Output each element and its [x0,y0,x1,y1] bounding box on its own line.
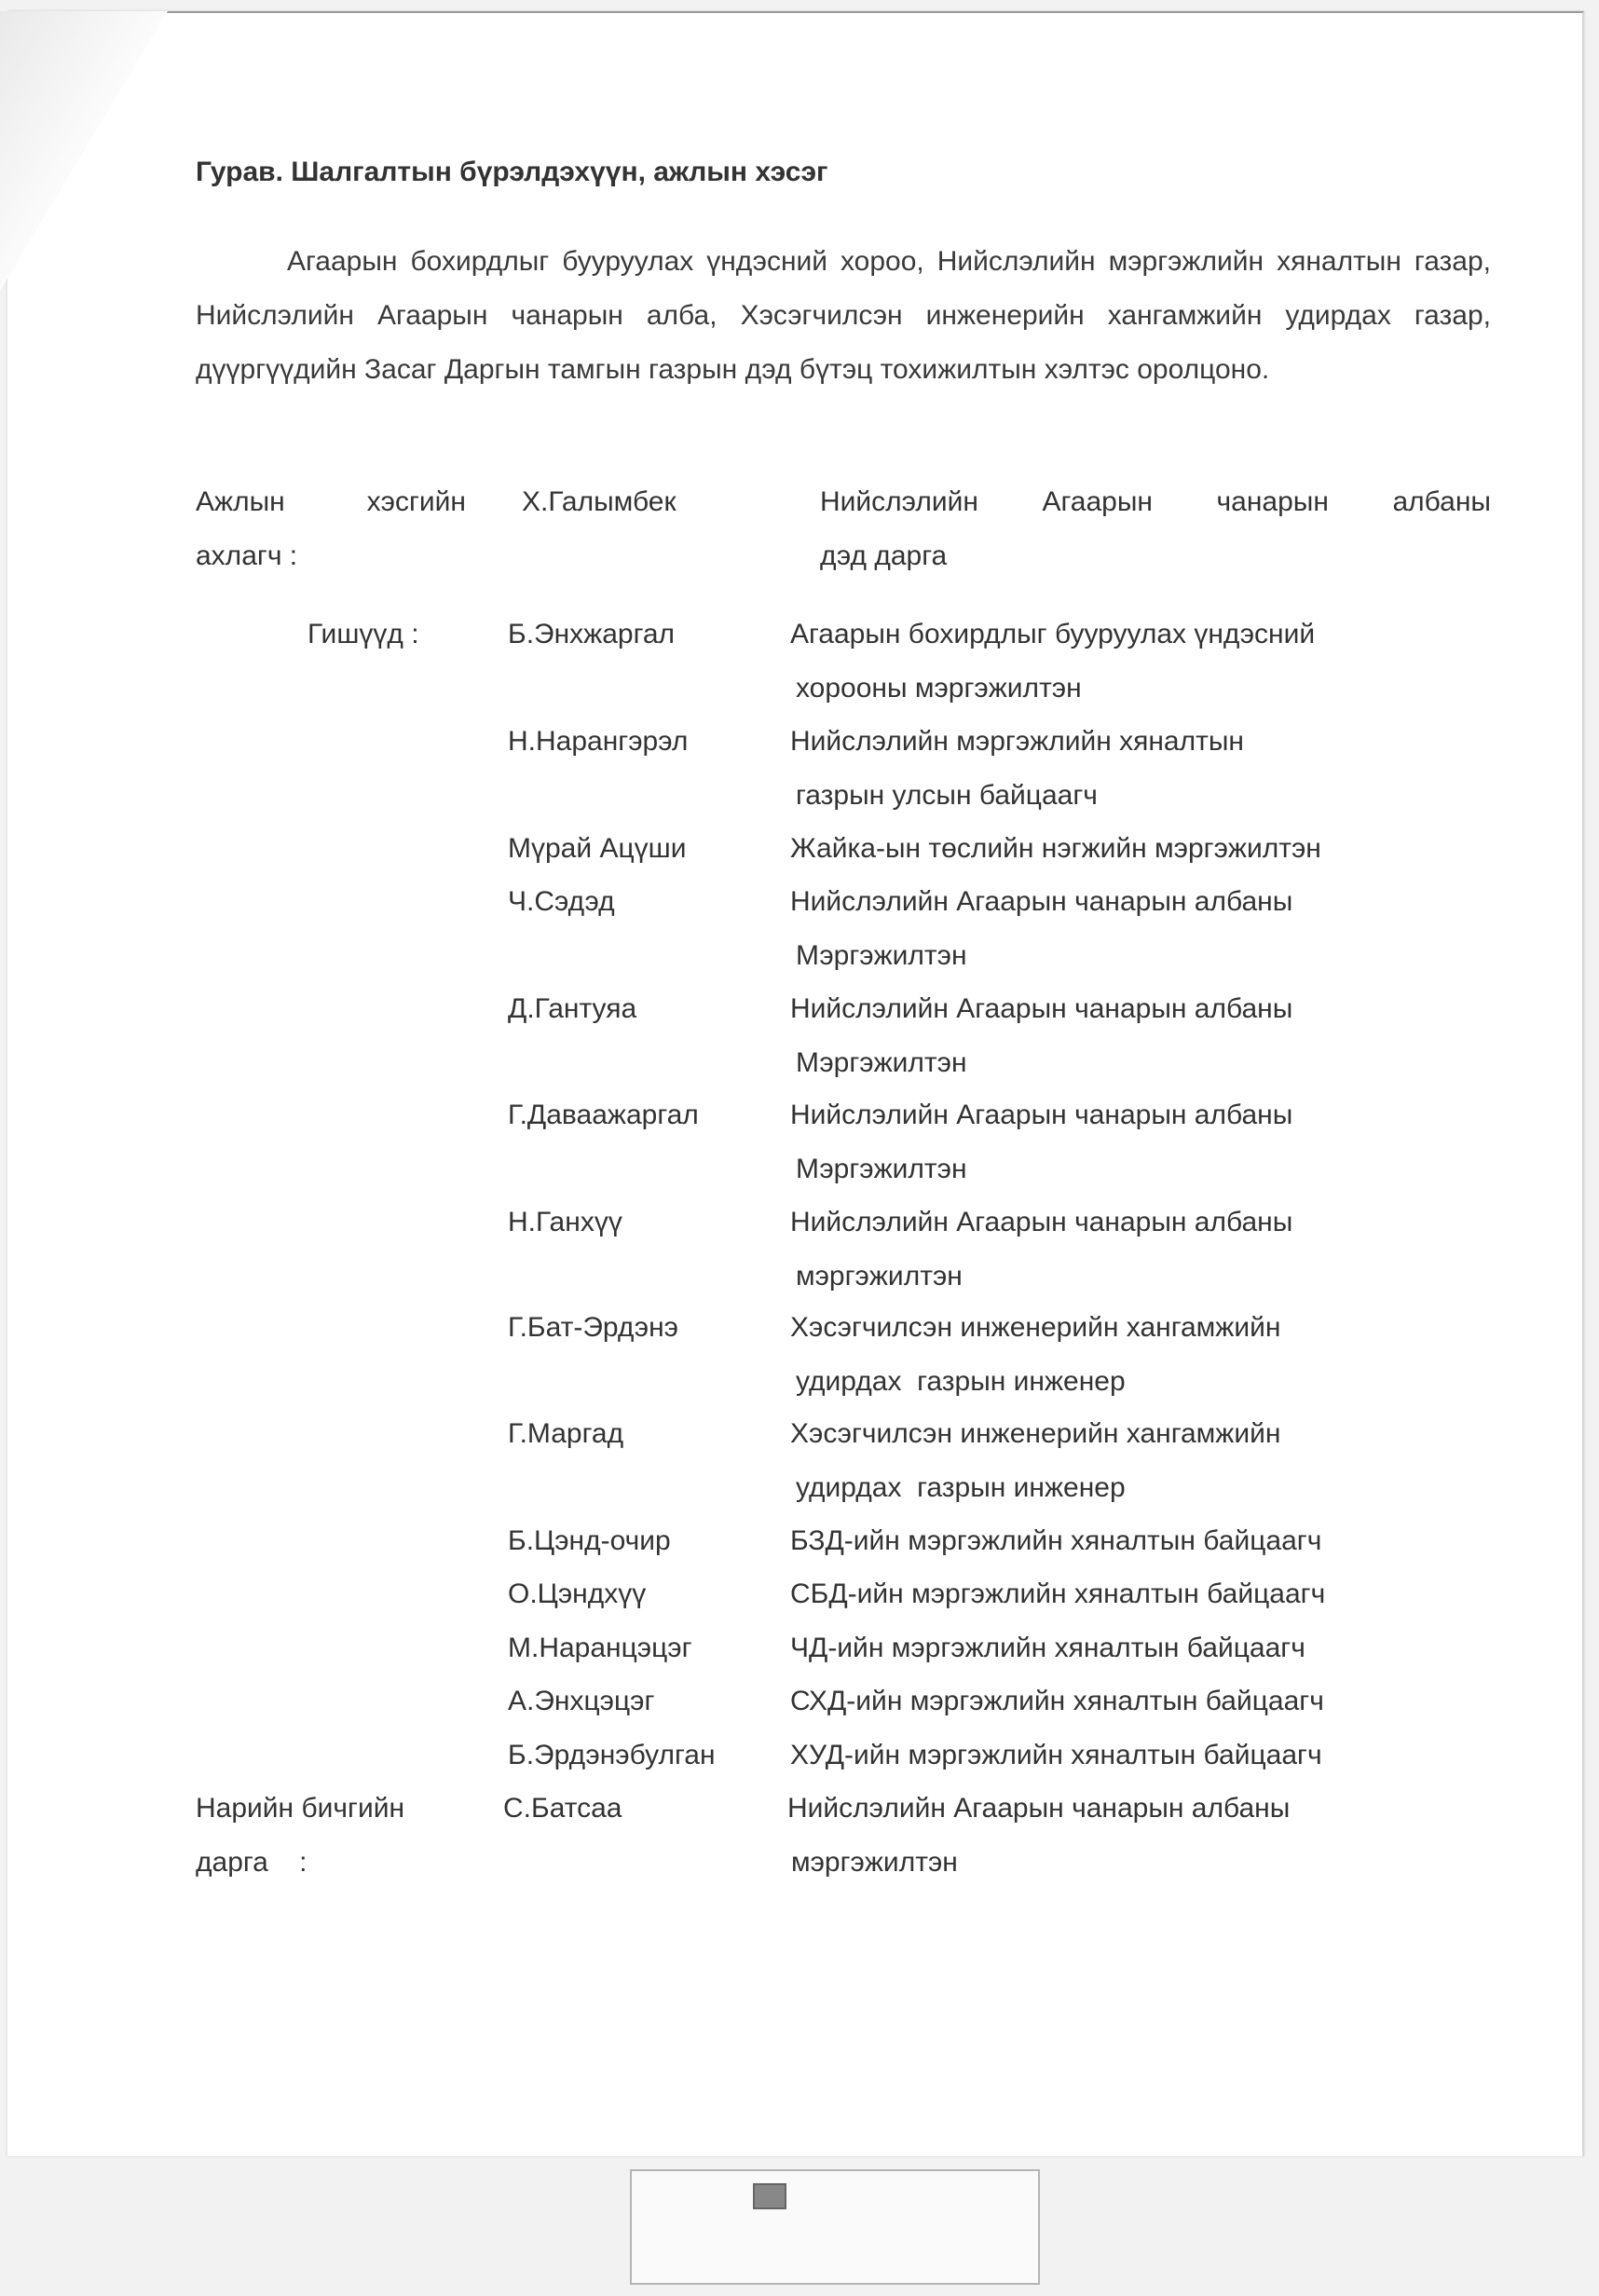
secretary-role [196,1782,457,1890]
secretary-role-line1: Нарийн бичгийн [196,1793,405,1824]
member-name: М.Наранцэцэг [508,1633,692,1663]
members-label: Гишүүд : [308,619,419,649]
leader-position [820,475,1491,583]
member-name: Г.Даваажаргал [508,1100,699,1130]
member-position-line2: мэргэжилтэн [796,1261,963,1292]
member-position-line1: Нийслэлийн мэргэжлийн хяналтын [790,726,1244,757]
member-name: Н.Нарангэрэл [508,726,689,757]
member-position [790,1621,1480,1675]
member-position-line2: Мэргэжилтэн [796,1047,967,1078]
member-position-line2: Мэргэжилтэн [796,1154,967,1184]
member-position-line1: БЗД-ийн мэргэжлийн хяналтын байцаагч [790,1525,1322,1556]
member-name: Д.Гантуяа [508,993,637,1024]
secretary-position-line2: мэргэжилтэн [791,1847,958,1878]
member-position [790,1674,1480,1729]
member-name: А.Энхцэцэг [508,1686,655,1716]
member-position [790,982,1480,1090]
leader-name: Х.Галымбек [522,486,676,517]
leader-role-line2: ахлагч : [196,540,298,571]
secretary-name: С.Батсаа [503,1793,622,1824]
member-name: Г.Бат-Эрдэнэ [508,1312,678,1343]
secretary-role-line2: дарга : [196,1847,308,1878]
member-position-line1: Агаарын бохирдлыг бууруулах үндэсний [790,619,1316,649]
member-name: Б.Эрдэнэбулган [508,1740,716,1770]
member-position [790,1196,1480,1304]
member-position-line2: хорооны мэргэжилтэн [796,673,1082,704]
member-position [790,1729,1480,1783]
member-position-line1: СБД-ийн мэргэжлийн хяналтын байцаагч [790,1578,1326,1609]
member-position-line1: Нийслэлийн Агаарын чанарын албаны [790,1100,1293,1130]
member-name: Н.Ганхүү [508,1207,622,1237]
member-position [790,608,1480,716]
member-position [790,1088,1480,1196]
member-position-line2: Мэргэжилтэн [796,940,967,971]
member-position-line2: удирдах газрын инженер [796,1366,1126,1397]
member-position-line1: Нийслэлийн Агаарын чанарын албаны [790,1207,1293,1237]
member-name: Б.Цэнд-очир [508,1525,671,1556]
member-position-line1: Нийслэлийн Агаарын чанарын албаны [790,886,1293,917]
member-position [790,1514,1480,1568]
intro-text: Агаарын бохирдлыг бууруулах үндэсний хороо, Нийслэлийн мэргэжлийн хяналтын газар, Нийслэлийн Агаарын чанарын алба, Хэсэгчилсэн инженерийн хангамжийн удирдах газар, дүүргүүдийн Засаг Даргын тамгын газрын дэд бүтэц тохижилтын хэлтэс оролцоно. [196,246,1491,385]
member-position-line1: ХУД-ийн мэргэжлийн хяналтын байцаагч [790,1740,1322,1770]
leader-position-line2: дэд дарга [820,540,948,571]
secretary-position [787,1782,1477,1890]
member-position-line1: Нийслэлийн Агаарын чанарын албаны [790,993,1293,1024]
member-position [790,715,1480,823]
member-name: Г.Маргад [508,1418,624,1449]
member-name: Б.Энхжаргал [508,619,676,649]
scan-artifact-box [630,2169,1040,2285]
leader-role-line1: Ажлын хэсгийн [196,486,466,517]
member-name: О.Цэндхүү [508,1578,647,1609]
member-position [790,875,1480,983]
secretary-position-line1: Нийслэлийн Агаарын чанарын албаны [787,1793,1291,1824]
leader-position-line1: Нийслэлийн Агаарын чанарын албаны [820,486,1491,517]
member-position-line1: СХД-ийн мэргэжлийн хяналтын байцаагч [790,1686,1324,1716]
member-name: Ч.Сэдэд [508,886,615,917]
member-position [790,1407,1480,1515]
scan-artifact-icon [753,2183,786,2209]
member-position-line1: ЧД-ийн мэргэжлийн хяналтын байцаагч [790,1633,1305,1663]
member-position [790,822,1480,876]
member-position-line1: Хэсэгчилсэн инженерийн хангамжийн [790,1418,1281,1449]
leader-role [196,475,466,583]
member-position-line2: удирдах газрын инженер [796,1472,1126,1503]
intro-paragraph [196,235,1491,397]
member-position-line2: газрын улсын байцаагч [796,780,1098,811]
member-position-line1: Жайка-ын төслийн нэгжийн мэргэжилтэн [790,833,1321,864]
member-position [790,1567,1480,1621]
member-position-line1: Хэсэгчилсэн инженерийн хангамжийн [790,1312,1281,1343]
member-position [790,1301,1480,1409]
member-name: Мүрай Ацүши [508,833,687,864]
section-heading: Гурав. Шалгалтын бүрэлдэхүүн, ажлын хэсэг [196,157,828,187]
